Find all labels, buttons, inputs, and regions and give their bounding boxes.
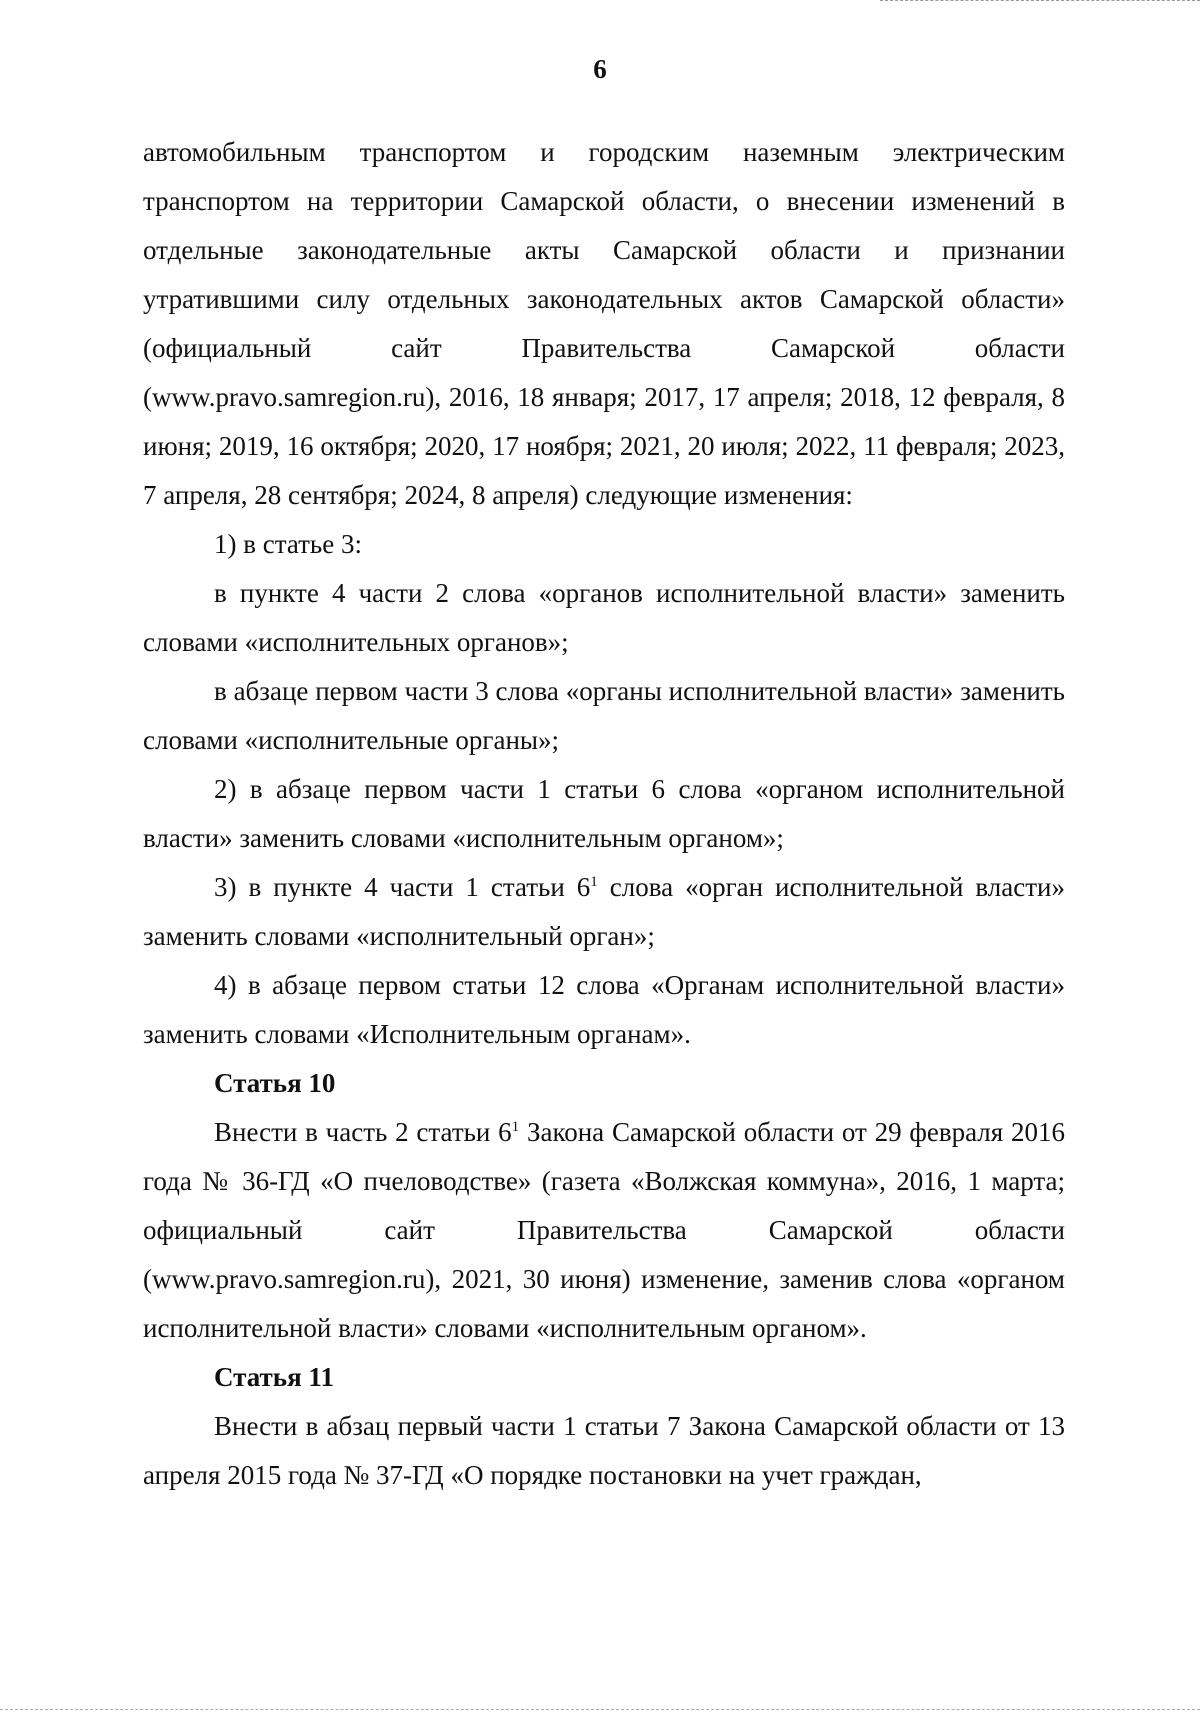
document-body [143,128,1065,1500]
page-number: 6 [593,54,607,84]
paragraph-article-10 [143,1108,1065,1353]
paragraph-article-10-start: Внести в часть 2 статьи 6 [214,1117,512,1147]
superscript: 1 [511,1119,520,1135]
paragraph-continuation: автомобильным транспортом и городским наземным электрическим транспортом на территории Самарской области, о внесении изменений в отдельные законодательные акты Самарской области и признании утратившими силу отдельных законодательных актов Самарской области» (официальный сайт Правительства Самарской области (www.pravo.samregion.ru), 2016, 18 января; 2017, 17 апреля; 2018, 12 февраля, 8 июня; 2019, 16 октября; 2020, 17 ноября; 2021, 20 июля; 2022, 11 февраля; 2023, 7 апреля, 28 сентября; 2024, 8 апреля) следующие изменения: [143,137,1065,510]
paragraph-item-1-a: в пункте 4 части 2 слова «органов исполнительной власти» заменить словами «исполнительных органов»; [143,578,1065,657]
paragraph-item-3-start: 3) в пункте 4 части 1 статьи 6 [214,872,591,902]
paragraph-article-11: Внести в абзац первый части 1 статьи 7 Закона Самарской области от 13 апреля 2015 года № 37-ГД «О порядке постановки на учет граждан, [143,1411,1065,1490]
paragraph-item-1-b: в абзаце первом части 3 слова «органы исполнительной власти» заменить словами «исполнительные органы»; [143,676,1065,755]
paragraph-item-1: 1) в статье 3: [214,529,362,559]
paragraph-article-10-end: Закона Самарской области от 29 февраля 2016 года № 36-ГД «О пчеловодстве» (газета «Волжская коммуна», 2016, 1 марта; официальный сайт Правительства Самарской области (www.pravo.samregion.ru), 2021, 30 июня) изменение, заменив слова «органом исполнительной власти» словами «исполнительным органом». [143,1117,1065,1343]
scan-edge-top [880,0,1200,2]
superscript: 1 [590,874,598,890]
scan-edge-bottom [0,1709,1200,1711]
article-heading-10: Статья 10 [214,1068,336,1098]
paragraph-item-4: 4) в абзаце первом статьи 12 слова «Органам исполнительной власти» заменить словами «Исполнительным органам». [143,970,1065,1049]
paragraph-item-2: 2) в абзаце первом части 1 статьи 6 слова «органом исполнительной власти» заменить словами «исполнительным органом»; [143,774,1065,853]
article-heading-11: Статья 11 [214,1362,334,1392]
paragraph-item-3-end: слова «орган исполнительной власти» заменить словами «исполнительный орган»; [143,872,1065,951]
paragraph-item-3 [143,863,1065,961]
